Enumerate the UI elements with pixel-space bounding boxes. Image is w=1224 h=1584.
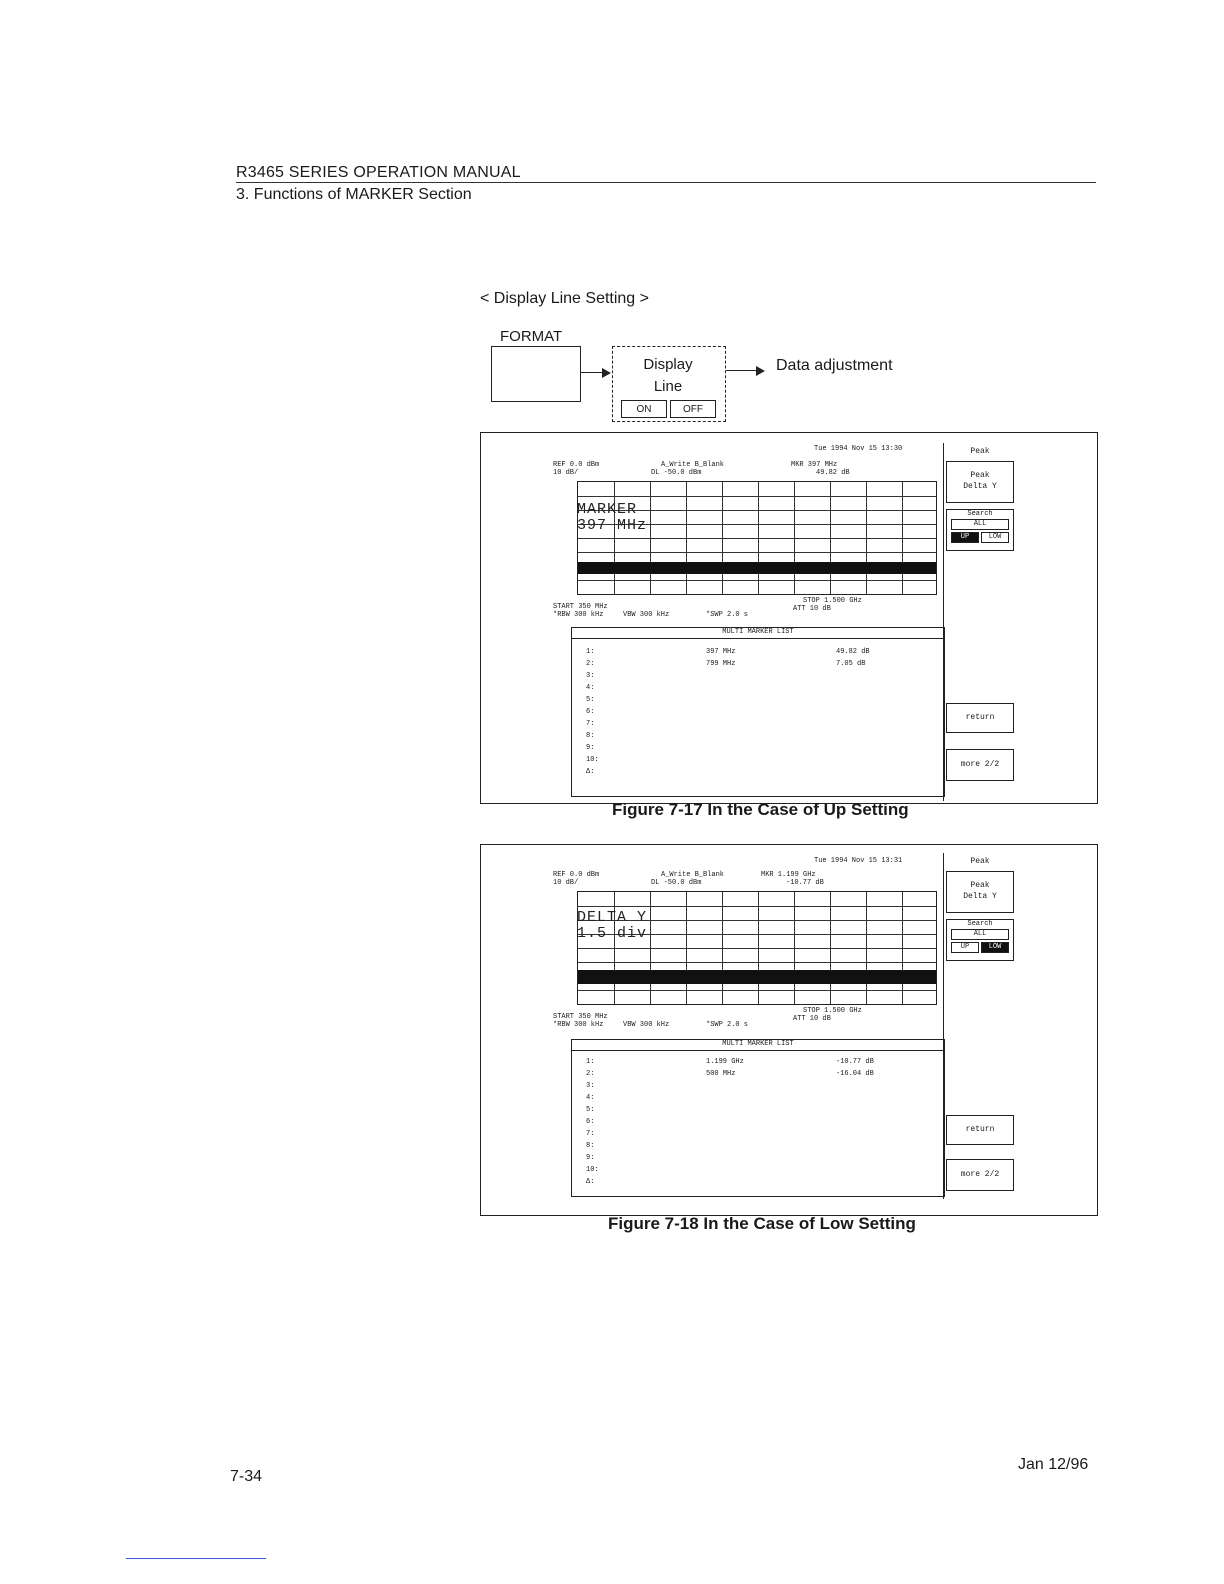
table-row: [586, 1106, 926, 1118]
rbw: *RBW 300 kHz: [553, 1021, 604, 1029]
ref-level: REF 0.0 dBm: [553, 871, 600, 879]
softkey-search[interactable]: Search ALL UP LOW: [946, 919, 1014, 961]
marker-level: 49.82 dB: [816, 469, 850, 477]
marker-index: 2:: [586, 660, 595, 668]
marker-index: 8:: [586, 732, 595, 740]
marker-rows: [586, 1058, 926, 1190]
marker-level-cell: -16.04 dB: [836, 1070, 874, 1078]
marker-level-cell: 7.05 dB: [836, 660, 866, 668]
softkey-peak-delta-y[interactable]: Peak Delta Y: [946, 871, 1014, 913]
stop-frequency: STOP 1.500 GHz: [803, 1007, 862, 1015]
marker-frequency-cell: 500 MHz: [706, 1070, 736, 1078]
page-number: 7-34: [230, 1468, 263, 1485]
sweep-time: *SWP 2.0 s: [706, 611, 749, 619]
softkey-search[interactable]: Search ALL UP LOW: [946, 509, 1014, 551]
marker-index: 4:: [586, 684, 595, 692]
softkey-return[interactable]: return: [946, 1115, 1014, 1145]
marker-index: 5:: [586, 696, 595, 704]
stop-frequency: STOP 1.500 GHz: [803, 597, 862, 605]
marker-index: 10:: [586, 1166, 599, 1174]
datetime: Tue 1994 Nov 15 13:30: [814, 445, 903, 453]
search-all-option[interactable]: ALL: [951, 519, 1009, 530]
marker-level: -10.77 dB: [786, 879, 824, 887]
marker-index: 6:: [586, 1118, 595, 1126]
off-button: OFF: [670, 400, 716, 418]
table-row: [586, 648, 926, 660]
attenuation: ATT 10 dB: [793, 605, 831, 613]
table-row: [586, 1094, 926, 1106]
vbw: VBW 300 kHz: [623, 611, 670, 619]
marker-index: 4:: [586, 1094, 595, 1102]
marker-frequency: MKR 397 MHz: [791, 461, 838, 469]
search-all-option[interactable]: ALL: [951, 929, 1009, 940]
marker-index: 1:: [586, 648, 595, 656]
marker-level-cell: 49.82 dB: [836, 648, 870, 656]
softkey-panel: [943, 853, 1016, 1199]
marker-frequency-cell: 397 MHz: [706, 648, 736, 656]
table-row: [586, 1166, 926, 1178]
table-row: [586, 1058, 926, 1070]
trace-mode: A_Write B_Blank: [661, 461, 725, 469]
marker-index: 3:: [586, 672, 595, 680]
arrow-head-icon: [756, 366, 765, 376]
search-low-option[interactable]: LOW: [981, 532, 1009, 543]
table-row: [586, 1142, 926, 1154]
datetime: Tue 1994 Nov 15 13:31: [814, 857, 903, 865]
figure-7-18-caption: Figure 7-18 In the Case of Low Setting: [608, 1214, 916, 1233]
softkey-panel: [943, 443, 1016, 801]
marker-level-cell: -10.77 dB: [836, 1058, 874, 1066]
table-row: [586, 684, 926, 696]
marker-overlay-title: MARKER: [577, 501, 638, 518]
marker-overlay-value: 397 MHz: [577, 517, 648, 534]
list-title: MULTI MARKER LIST: [572, 1040, 944, 1051]
table-row: [586, 744, 926, 756]
softkey-return[interactable]: return: [946, 703, 1014, 733]
marker-index: 3:: [586, 1082, 595, 1090]
table-row: [586, 1082, 926, 1094]
chapter-subtitle: 3. Functions of MARKER Section: [236, 186, 472, 203]
marker-frequency-cell: 799 MHz: [706, 660, 736, 668]
figure-7-17-frame: [480, 432, 1098, 804]
marker-index: Δ:: [586, 1178, 595, 1186]
start-frequency: START 350 MHz: [553, 603, 608, 611]
trace-mode: A_Write B_Blank: [661, 871, 725, 879]
scale: 10 dB/: [553, 469, 579, 477]
header-rule: [236, 182, 1096, 183]
display-line-label-1: Display: [643, 356, 693, 373]
scale: 10 dB/: [553, 879, 579, 887]
table-row: [586, 1130, 926, 1142]
multi-marker-list: [571, 627, 945, 797]
data-adjustment-label: Data adjustment: [776, 357, 893, 374]
footer-rule: [126, 1558, 266, 1559]
marker-index: Δ:: [586, 768, 595, 776]
table-row: [586, 660, 926, 672]
table-row: [586, 1154, 926, 1166]
table-row: [586, 672, 926, 684]
display-line-label-2: Line: [653, 378, 683, 395]
search-up-option[interactable]: UP: [951, 532, 979, 543]
table-row: [586, 768, 926, 780]
marker-index: 10:: [586, 756, 599, 764]
softkey-menu-title: Peak: [970, 447, 990, 456]
table-row: [586, 1178, 926, 1190]
sweep-time: *SWP 2.0 s: [706, 1021, 749, 1029]
marker-index: 7:: [586, 1130, 595, 1138]
arrow-dl-to-data: [726, 370, 756, 371]
marker-rows: [586, 648, 926, 780]
spectrum-grid: [577, 481, 937, 595]
table-row: [586, 720, 926, 732]
delta-overlay-title: DELTA Y: [577, 909, 648, 926]
noise-floor-trace: [578, 562, 936, 574]
delta-overlay-value: 1.5 div: [577, 925, 648, 942]
format-label: FORMAT: [500, 328, 563, 345]
section-title: < Display Line Setting >: [480, 290, 649, 307]
table-row: [586, 756, 926, 768]
arrow-format-to-dl: [580, 372, 602, 373]
vbw: VBW 300 kHz: [623, 1021, 670, 1029]
search-low-option[interactable]: LOW: [981, 942, 1009, 953]
softkey-more[interactable]: more 2/2: [946, 749, 1014, 781]
marker-index: 9:: [586, 744, 595, 752]
arrow-head-icon: [602, 368, 611, 378]
table-row: [586, 1070, 926, 1082]
marker-frequency-cell: 1.199 GHz: [706, 1058, 744, 1066]
marker-index: 2:: [586, 1070, 595, 1078]
display-line-value: DL -50.0 dBm: [651, 879, 702, 887]
noise-floor-trace: [578, 970, 936, 984]
figure-7-17-caption: Figure 7-17 In the Case of Up Setting: [612, 800, 909, 819]
table-row: [586, 708, 926, 720]
list-title: MULTI MARKER LIST: [572, 628, 944, 639]
multi-marker-list: [571, 1039, 945, 1197]
softkey-menu-title: Peak: [970, 857, 990, 866]
ref-level: REF 0.0 dBm: [553, 461, 600, 469]
format-key-box: [491, 346, 581, 402]
softkey-peak-delta-y[interactable]: Peak Delta Y: [946, 461, 1014, 503]
attenuation: ATT 10 dB: [793, 1015, 831, 1023]
table-row: [586, 1118, 926, 1130]
marker-index: 5:: [586, 1106, 595, 1114]
marker-index: 8:: [586, 1142, 595, 1150]
display-line-value: DL -50.0 dBm: [651, 469, 702, 477]
marker-index: 9:: [586, 1154, 595, 1162]
marker-index: 6:: [586, 708, 595, 716]
on-button: ON: [621, 400, 667, 418]
manual-title: R3465 SERIES OPERATION MANUAL: [236, 164, 521, 181]
search-up-option[interactable]: UP: [951, 942, 979, 953]
softkey-more[interactable]: more 2/2: [946, 1159, 1014, 1191]
revision-date: Jan 12/96: [1018, 1456, 1089, 1473]
figure-7-18-frame: [480, 844, 1098, 1216]
marker-index: 7:: [586, 720, 595, 728]
table-row: [586, 696, 926, 708]
rbw: *RBW 300 kHz: [553, 611, 604, 619]
marker-index: 1:: [586, 1058, 595, 1066]
start-frequency: START 350 MHz: [553, 1013, 608, 1021]
table-row: [586, 732, 926, 744]
marker-frequency: MKR 1.199 GHz: [761, 871, 816, 879]
